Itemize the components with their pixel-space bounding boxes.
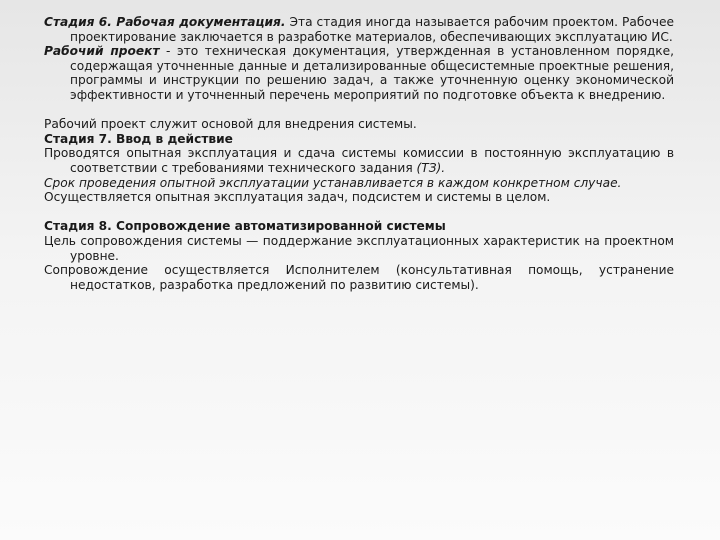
stage6-paragraph <box>44 15 674 44</box>
stage7-trial: Осуществляется опытная эксплуатация задач, подсистем и системы в целом. <box>44 190 551 205</box>
working-project-definition-text: - это техническая документация, утвержденная в установленном порядке, содержащая уточненные данные и детализированные общесистемные проектные решения, программы и инструкции по решению задач, а также уточненную оценку экономической эффективности и уточненный перечень мероприятий по подготовке объекта к внедрению. <box>70 44 674 102</box>
working-project-definition <box>44 44 674 102</box>
stage7-paragraph <box>44 146 674 175</box>
stage6-title: Стадия 6. Рабочая документация. <box>44 15 286 29</box>
stage6-text: Эта стадия иногда называется рабочим проектом. Рабочее проектирование заключается в разработке материалов, обеспечивающих эксплуатацию ИС. <box>70 15 675 44</box>
spacer <box>44 103 674 118</box>
stage7-text: Проводятся опытная эксплуатация и сдача системы комиссии в постоянную эксплуатацию в соответствии с требованиями технического задания <box>44 146 674 175</box>
stage8-support: Сопровождение осуществляется Исполнителем (консультативная помощь, устранение недостатков, разработка предложений по развитию системы). <box>44 263 674 292</box>
working-project-term: Рабочий проект <box>44 44 160 59</box>
stage7-title: Стадия 7. Ввод в действие <box>44 131 233 146</box>
working-project-basis: Рабочий проект служит основой для внедрения системы. <box>44 117 417 132</box>
stage8-goal: Цель сопровождения системы — поддержание эксплуатационных характеристик на проектном уровне. <box>44 233 674 263</box>
slide-body <box>44 15 674 292</box>
stage8-title: Стадия 8. Сопровождение автоматизированной системы <box>44 219 446 234</box>
stage7-deadline: Срок проведения опытной эксплуатации устанавливается в каждом конкретном случае. <box>44 175 622 190</box>
stage7-tz: (ТЗ). <box>416 160 446 175</box>
spacer <box>44 205 674 220</box>
